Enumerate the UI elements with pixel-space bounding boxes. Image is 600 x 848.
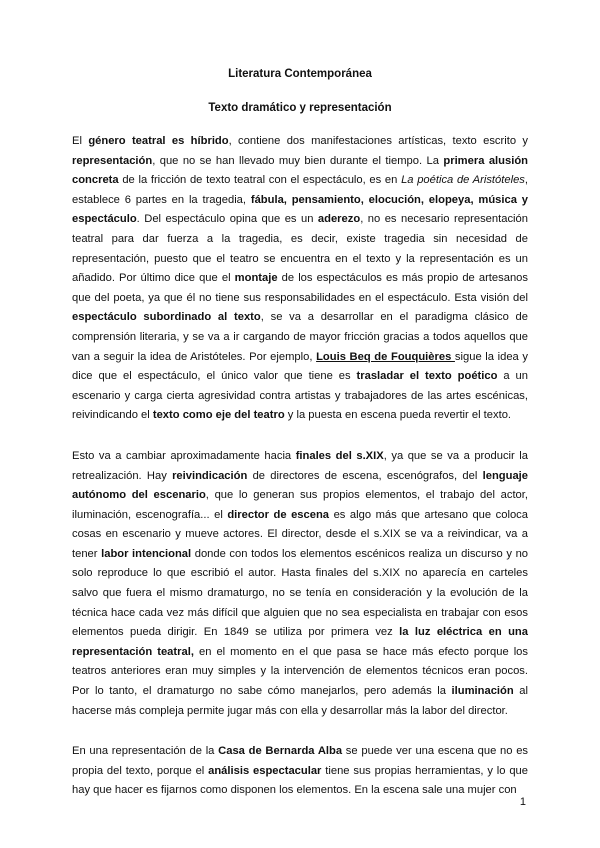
emphasized-text: director de escena	[227, 508, 330, 521]
paragraph	[72, 447, 528, 721]
emphasized-text: texto como eje del teatro	[152, 409, 285, 422]
emphasized-text: iluminación	[451, 685, 514, 698]
emphasized-text: Louis Beq de Fouquières	[316, 350, 455, 363]
text-run: , ya que se va a producir la retrealización. Hay	[72, 449, 528, 482]
emphasized-text: finales del s.XIX	[295, 449, 384, 462]
text-run: En una representación de la	[72, 745, 219, 758]
text-run: , establece 6 partes en la tragedia,	[72, 174, 529, 206]
emphasized-text: análisis espectacular	[208, 764, 322, 777]
page-number: 1	[519, 796, 526, 808]
emphasized-text: representación	[72, 154, 153, 167]
text-run: donde con todos los elementos escénicos realiza un discurso y no solo reproduce lo que escribió el autor. Hasta finales del s.XIX no aparecía en carteles salvo que fuera el mismo dramaturgo, no se tenía en consideración y la evolución de la técnica hace cada vez más difícil que alguien que no sea especialista en trabajar con esos elementos pueda dirigir. En 1849 se utiliza por primera vez	[72, 547, 529, 639]
emphasized-text: reivindicación	[172, 469, 248, 482]
document-body	[72, 132, 528, 801]
emphasized-text: labor intencional	[101, 547, 192, 560]
document-title: Literatura Contemporánea	[228, 68, 372, 80]
document-subtitle: Texto dramático y representación	[208, 102, 392, 114]
text-run: y la puesta en escena pueda revertir el texto.	[284, 409, 512, 422]
text-run: , que no se han llevado muy bien durante el tiempo. La	[152, 154, 444, 167]
paragraph	[72, 132, 528, 426]
text-run: , se va a desarrollar en el paradigma clásico de comprensión literaria, y se va a ir cargando de mayor fricción gracias a todos aquellos que van a seguir la idea de Aristóteles. Por ejemplo,	[72, 311, 528, 363]
text-run: , que lo generan sus propios elementos, el trabajo del actor, iluminación, escenografía... el	[72, 489, 528, 521]
paragraph	[72, 742, 528, 801]
emphasized-text: Casa de Bernarda Alba	[218, 745, 343, 758]
text-run: se puede ver una escena que no es propia del texto, porque el	[72, 745, 529, 777]
emphasized-text: género teatral es híbrido	[88, 135, 229, 147]
text-run: de los espectáculos es más propio de artesanos que del poeta, ya que él no tiene sus responsabilidades en el espectáculo. Esta visión del	[72, 272, 528, 304]
text-run: , contiene dos manifestaciones artísticas, texto escrito y	[228, 135, 528, 147]
text-run: al hacerse más compleja permite jugar más con ella y desarrollar más la labor del director.	[72, 685, 528, 717]
text-run: es algo más que artesano que coloca cosas en escenario y mueve actores. El director, desde el s.XIX se va a reivindicar, va a tener	[72, 508, 528, 560]
text-run: de directores de escena, escenógrafos, del	[247, 469, 483, 482]
emphasized-text: aderezo	[317, 213, 361, 226]
emphasized-text: trasladar el texto poético	[356, 370, 498, 383]
text-run: Esto va a cambiar aproximadamente hacia	[72, 449, 296, 462]
emphasized-text: La poética de Aristóteles	[401, 174, 525, 187]
text-run: , no es necesario representación teatral para dar fuerza a la tragedia, es decir, existe tragedia sin necesidad de representación, puesto que el teatro se encuentra en el texto y la representación es un añadido. Por último dice que el	[72, 213, 528, 285]
emphasized-text: la luz eléctrica en una representación teatral,	[72, 626, 528, 658]
text-run: sigue la idea y dice que el espectáculo, el único valor que tiene es	[72, 350, 528, 383]
text-run: a un escenario y carga cierta agresividad contra artistas y trabajadores de las artes escénicas, reivindicando el	[72, 370, 528, 422]
emphasized-text: lenguaje autónomo del escenario	[72, 469, 528, 502]
emphasized-text: espectáculo subordinado al texto	[72, 311, 261, 324]
text-run: en el momento en el que pasa se hace más efecto porque los teatros anteriores eran muy simples y la intervención de elementos técnicos eran pocos. Por lo tanto, el dramaturgo no sabe cómo manejarlos, pero además la	[72, 645, 529, 698]
emphasized-text: primera alusión concreta	[72, 154, 528, 187]
text-run: de la fricción de texto teatral con el espectáculo, es en	[118, 174, 402, 187]
text-run: . Del espectáculo opina que es un	[136, 213, 318, 226]
text-run: tiene sus propias herramientas, y lo que hay que hacer es fijarnos como disponen los elementos. En la escena sale una mujer con	[72, 764, 528, 797]
emphasized-text: fábula, pensamiento, elocución, elopeya, música y espectáculo	[72, 193, 528, 226]
emphasized-text: montaje	[234, 272, 278, 285]
text-run: El	[72, 135, 89, 147]
